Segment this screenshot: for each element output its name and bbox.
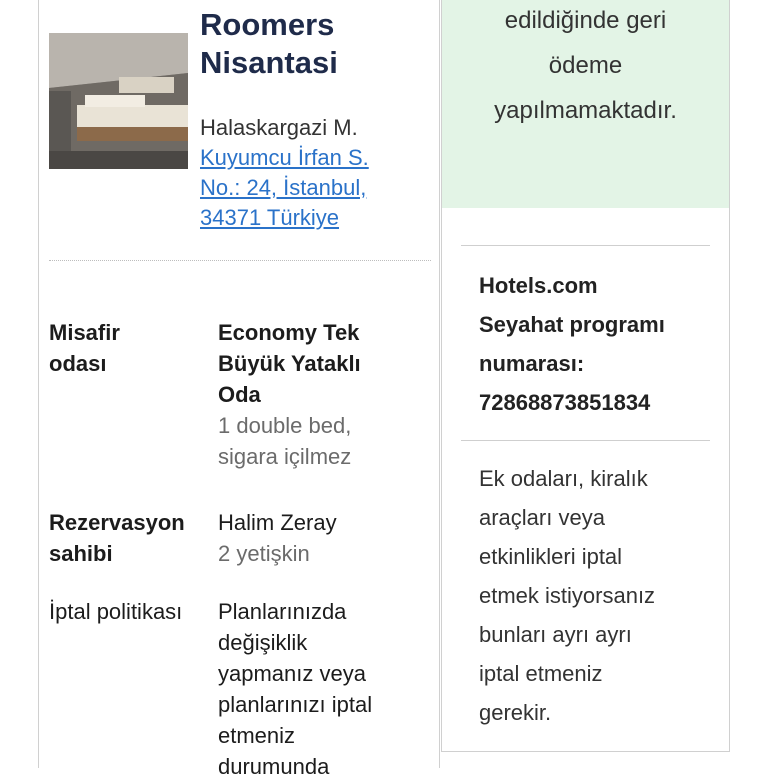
reservation-holder-label	[49, 507, 214, 569]
note-line: gerekir.	[479, 700, 552, 725]
guest-count: 2 yetişkin	[218, 541, 310, 566]
policy-line: yapmanız veya	[218, 661, 366, 686]
booking-details-panel	[38, 0, 440, 779]
note-line: etmek istiyorsanız	[479, 583, 656, 608]
refund-notice-line: edildiğinde geri	[504, 7, 667, 34]
divider	[461, 245, 710, 246]
cancellation-policy-text	[218, 596, 418, 782]
refund-notice-line: yapılmamaktadır.	[494, 97, 677, 124]
room-type-name: Oda	[218, 382, 261, 407]
refund-notice-line: ödeme	[548, 52, 623, 79]
itinerary-label-line: Seyahat programı	[479, 312, 665, 337]
refund-notice	[442, 0, 729, 208]
address-map-link[interactable]: No.: 24, İstanbul,	[200, 175, 367, 200]
address-map-link[interactable]: 34371 Türkiye	[200, 205, 340, 230]
room-type-label	[49, 317, 214, 379]
policy-line: değişiklik	[218, 630, 308, 655]
cancellation-policy-label: İptal politikası	[49, 599, 183, 624]
note-line: bunları ayrı ayrı	[479, 622, 632, 647]
itinerary-number-value: 72868873851834	[479, 390, 651, 415]
reservation-holder-value	[218, 507, 418, 569]
note-line: araçları veya	[479, 505, 605, 530]
policy-line: Planlarınızda	[218, 599, 347, 624]
reservation-holder-label-line: Rezervasyon	[49, 510, 185, 535]
policy-line: planlarınızı iptal	[218, 692, 373, 717]
note-line: Ek odaları, kiralık	[479, 466, 648, 491]
room-type-name: Büyük Yataklı	[218, 351, 361, 376]
reservation-holder-label-line: sahibi	[49, 541, 113, 566]
itinerary-label-line: Hotels.com	[479, 273, 598, 298]
hotel-name-line-1: Roomers	[200, 7, 335, 42]
divider	[461, 440, 710, 441]
itinerary-number	[479, 266, 719, 422]
divider	[49, 260, 431, 261]
room-type-label-line: odası	[49, 351, 107, 376]
cancellation-note	[479, 459, 719, 732]
hotel-address	[200, 113, 430, 233]
hotel-name[interactable]	[200, 6, 430, 82]
hotel-room-photo[interactable]	[49, 33, 188, 169]
room-bed-info: 1 double bed,	[218, 413, 352, 438]
sidebar-panel	[441, 0, 730, 752]
itinerary-label-line: numarası:	[479, 351, 585, 376]
policy-line: durumunda	[218, 754, 330, 779]
guest-name: Halim Zeray	[218, 510, 337, 535]
room-type-value	[218, 317, 418, 472]
room-type-name: Economy Tek	[218, 320, 360, 345]
room-type-label-line: Misafir	[49, 320, 120, 345]
hotel-name-line-2: Nisantasi	[200, 45, 338, 80]
note-line: iptal etmeniz	[479, 661, 603, 686]
note-line: etkinlikleri iptal	[479, 544, 623, 569]
room-smoking-info: sigara içilmez	[218, 444, 352, 469]
address-map-link[interactable]: Kuyumcu İrfan S.	[200, 145, 369, 170]
policy-line: etmeniz	[218, 723, 296, 748]
hotel-room-image	[49, 33, 188, 169]
address-line: Halaskargazi M.	[200, 115, 358, 140]
